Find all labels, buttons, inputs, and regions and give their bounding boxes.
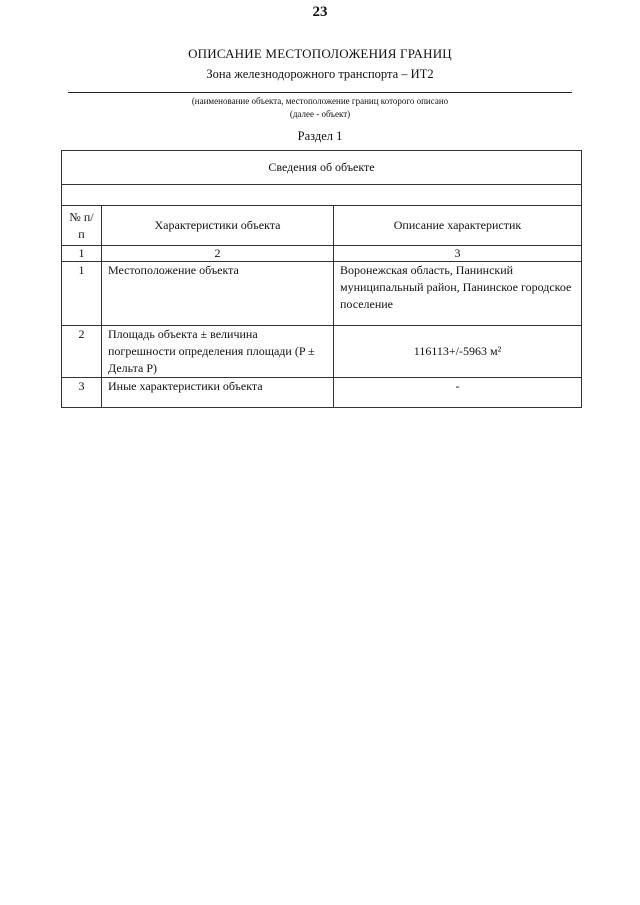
- table-caption: Сведения об объекте: [62, 151, 582, 185]
- header-num: № п/п: [62, 206, 102, 246]
- row-characteristic: Иные характеристики объекта: [102, 378, 334, 408]
- object-info-table: [61, 150, 582, 408]
- document-title: ОПИСАНИЕ МЕСТОПОЛОЖЕНИЯ ГРАНИЦ: [188, 46, 452, 61]
- document-subtitle: Зона железнодорожного транспорта – ИТ2: [206, 67, 434, 81]
- section-title: Раздел 1: [297, 129, 343, 143]
- column-number-1: 1: [62, 246, 102, 262]
- page-number: 23: [312, 4, 328, 20]
- row-characteristic: Площадь объекта ± величина погрешности определения площади (P ± Дельта P): [102, 326, 334, 378]
- column-number-2: 2: [102, 246, 334, 262]
- row-num: 1: [62, 262, 102, 326]
- table-empty-row: [62, 185, 582, 206]
- table-row: [62, 326, 582, 378]
- table-row: [62, 262, 582, 326]
- title-underline: [68, 92, 572, 93]
- row-num: 2: [62, 326, 102, 378]
- row-characteristic: Местоположение объекта: [102, 262, 334, 326]
- column-number-3: 3: [334, 246, 582, 262]
- row-description: -: [334, 378, 582, 408]
- table-empty-cell: [62, 185, 582, 206]
- row-description: Воронежская область, Панинский муниципальный район, Панинское городское поселение: [334, 262, 582, 326]
- object-caption-line-1: (наименование объекта, местоположение границ которого описано: [191, 96, 449, 106]
- row-num: 3: [62, 378, 102, 408]
- object-caption-line-2: (далее - объект): [289, 109, 351, 119]
- column-number-row: [62, 246, 582, 262]
- header-characteristic: Характеристики объекта: [102, 206, 334, 246]
- table-header-row: [62, 206, 582, 246]
- table-caption-row: [62, 151, 582, 185]
- header-description: Описание характеристик: [334, 206, 582, 246]
- row-description: 116113+/-5963 м²: [334, 326, 582, 378]
- table-row: [62, 378, 582, 408]
